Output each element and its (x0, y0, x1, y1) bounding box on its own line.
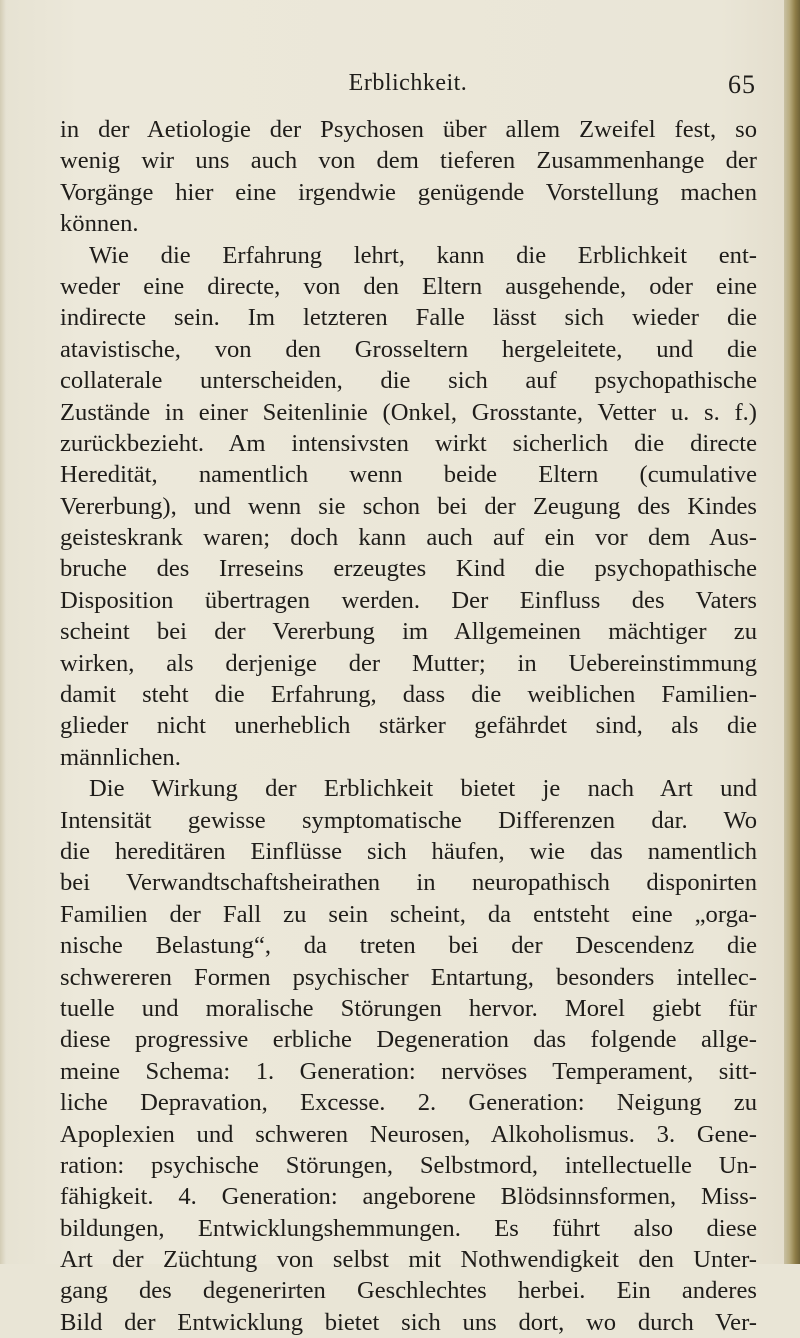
text-line: atavistische, von den Grosseltern hergeleitete, und die (60, 335, 757, 363)
text-line: in der Aetiologie der Psychosen über allem Zweifel fest, so (60, 116, 757, 143)
text-line: Familien der Fall zu sein scheint, da entsteht eine „orga- (60, 900, 757, 928)
page-number: 65 (728, 70, 756, 99)
text-line: können. (60, 210, 139, 238)
text-line: bei Verwandtschaftsheirathen in neuropathisch disponirten (60, 869, 757, 897)
page-left-edge (0, 0, 6, 1264)
text-line: meine Schema: 1. Generation: nervöses Temperament, sitt- (60, 1057, 757, 1085)
text-line: bruche des Irreseins erzeugtes Kind die psychopathische (60, 555, 757, 583)
running-title: Erblichkeit. (348, 70, 468, 96)
text-line: tuelle und moralische Störungen hervor. Morel giebt für (60, 994, 757, 1022)
text-line: collaterale unterscheiden, die sich auf psychopathische (60, 367, 757, 395)
page-header (60, 70, 756, 104)
text-line: ration: psychische Störungen, Selbstmord, intellectuelle Un- (60, 1151, 757, 1179)
text-line: gang des degenerirten Geschlechtes herbei. Ein anderes (60, 1277, 757, 1305)
text-line: männlichen. (60, 743, 181, 771)
body-text (60, 114, 757, 1338)
text-line: Apoplexien und schweren Neurosen, Alkoholismus. 3. Gene- (60, 1120, 757, 1148)
text-line: zurückbezieht. Am intensivsten wirkt sicherlich die directe (60, 429, 757, 457)
text-line: Vererbung), und wenn sie schon bei der Zeugung des Kindes (60, 492, 757, 520)
text-line: indirecte sein. Im letzteren Falle lässt sich wieder die (60, 304, 757, 332)
text-line: wenig wir uns auch von dem tieferen Zusammenhange der (60, 147, 757, 175)
text-line: Vorgänge hier eine irgendwie genügende Vorstellung machen (60, 178, 757, 206)
text-line: Bild der Entwicklung bietet sich uns dort, wo durch Ver- (60, 1308, 757, 1336)
text-line: die hereditären Einflüsse sich häufen, wie das namentlich (60, 837, 757, 865)
text-line: damit steht die Erfahrung, dass die weiblichen Familien- (60, 681, 757, 709)
text-line: nische Belastung“, da treten bei der Descendenz die (60, 932, 757, 960)
text-line: wirken, als derjenige der Mutter; in Uebereinstimmung (60, 649, 757, 677)
text-line: schwereren Formen psychischer Entartung, besonders intellec- (60, 963, 757, 991)
text-line: fähigkeit. 4. Generation: angeborene Blödsinnsformen, Miss- (60, 1183, 757, 1211)
text-line: geisteskrank waren; doch kann auch auf ein vor dem Aus- (60, 524, 757, 552)
text-line: Intensität gewisse symptomatische Differenzen dar. Wo (60, 806, 757, 834)
text-line: weder eine directe, von den Eltern ausgehende, oder eine (60, 272, 757, 300)
text-line: liche Depravation, Excesse. 2. Generation: Neigung zu (60, 1089, 757, 1117)
paragraph-start-line: Wie die Erfahrung lehrt, kann die Erblichkeit ent- (89, 241, 757, 269)
text-line: scheint bei der Vererbung im Allgemeinen mächtiger zu (60, 618, 757, 646)
text-line: glieder nicht unerheblich stärker gefährdet sind, als die (60, 712, 757, 740)
text-line: Heredität, namentlich wenn beide Eltern (cumulative (60, 461, 757, 489)
text-line: Disposition übertragen werden. Der Einfluss des Vaters (60, 586, 757, 614)
text-line: bildungen, Entwicklungshemmungen. Es führt also diese (60, 1214, 757, 1242)
text-line: diese progressive erbliche Degeneration das folgende allge- (60, 1026, 757, 1054)
text-line: Art der Züchtung von selbst mit Nothwendigkeit den Unter- (60, 1246, 757, 1274)
text-line: Zustände in einer Seitenlinie (Onkel, Grosstante, Vetter u. s. f.) (60, 398, 757, 426)
paragraph-start-line: Die Wirkung der Erblichkeit bietet je nach Art und (89, 775, 757, 803)
book-spine-edge (784, 0, 800, 1264)
